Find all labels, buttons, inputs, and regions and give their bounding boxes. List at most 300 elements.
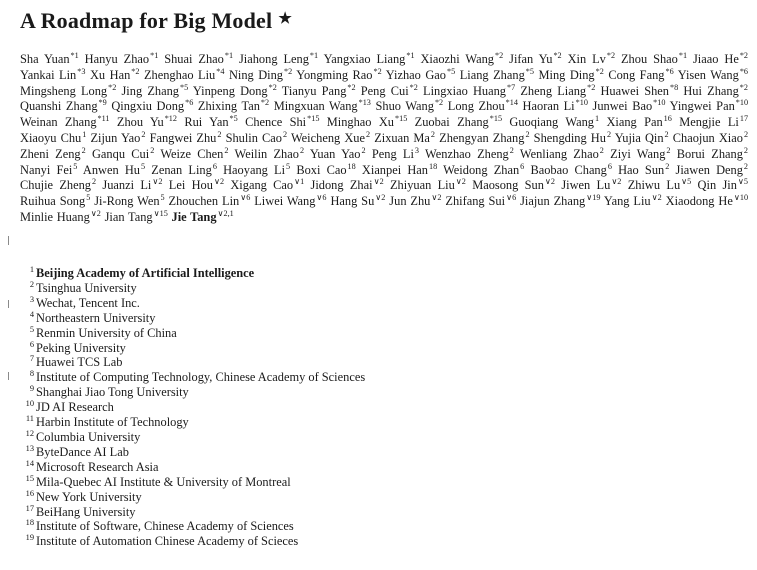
author-entry bbox=[20, 178, 96, 192]
author-entry bbox=[389, 194, 441, 208]
author-affiliation-mark: 2 bbox=[430, 129, 436, 139]
author-name: Zijun Yao bbox=[90, 130, 141, 145]
author-entry bbox=[164, 52, 233, 66]
author-name: Zhenghao Liu bbox=[143, 67, 216, 82]
author-name: Nanyi Fei bbox=[20, 162, 73, 177]
author-name: Shengding Hu bbox=[533, 130, 606, 145]
author-affiliation-mark: 2 bbox=[141, 129, 146, 139]
affiliation-name: Renmin University of China bbox=[36, 325, 177, 340]
author-affiliation-mark: 2 bbox=[525, 129, 530, 139]
affiliation-item bbox=[22, 519, 742, 534]
author-name: Haoyang Li bbox=[223, 162, 286, 177]
author-affiliation-mark: *2 bbox=[606, 51, 616, 60]
author-affiliation-mark: 5 bbox=[286, 161, 291, 171]
author-name: Hanyu Zhao bbox=[84, 52, 150, 66]
affiliation-name: New York University bbox=[36, 489, 142, 504]
author-affiliation-mark: *2 bbox=[131, 66, 140, 76]
author-entry bbox=[105, 210, 168, 224]
author-entry bbox=[362, 163, 437, 177]
author-entry bbox=[390, 178, 466, 192]
author-entry bbox=[666, 194, 748, 208]
affiliation-number: 8 bbox=[29, 369, 34, 379]
author-affiliation-mark: 6 bbox=[212, 161, 217, 171]
author-affiliation-mark: *1 bbox=[224, 51, 234, 60]
author-affiliation-mark: *2 bbox=[284, 66, 293, 76]
author-affiliation-mark: *5 bbox=[229, 114, 238, 124]
author-affiliation-mark: *12 bbox=[164, 114, 177, 124]
author-name: Juanzi Li bbox=[102, 178, 152, 193]
author-entry bbox=[282, 84, 356, 98]
author-affiliation-mark: *1 bbox=[309, 51, 319, 60]
author-entry bbox=[20, 84, 116, 98]
author-entry bbox=[229, 68, 292, 82]
author-entry bbox=[102, 178, 162, 192]
author-entry bbox=[296, 68, 381, 82]
author-affiliation-mark: 2 bbox=[509, 145, 514, 155]
author-entry bbox=[568, 52, 615, 66]
author-affiliation-mark: 18 bbox=[428, 161, 438, 171]
author-name: Weinan Zhang bbox=[20, 115, 97, 130]
author-affiliation-mark: *8 bbox=[669, 82, 679, 92]
affiliation-name: ByteDance AI Lab bbox=[36, 444, 129, 459]
author-affiliation-mark: *5 bbox=[525, 66, 534, 76]
author-affiliation-mark: *2 bbox=[739, 51, 749, 60]
author-affiliation-mark: *1 bbox=[150, 51, 159, 60]
author-entry bbox=[169, 178, 224, 192]
author-name: Cong Fang bbox=[608, 67, 665, 82]
author-name: Ganqu Cui bbox=[91, 146, 150, 161]
author-name: Jidong Zhai bbox=[310, 178, 373, 193]
author-name: Shulin Cao bbox=[225, 130, 282, 145]
author-affiliation-mark: *9 bbox=[98, 98, 107, 108]
title-footnote-star: ★ bbox=[278, 11, 292, 27]
author-name: Junwei Bao bbox=[592, 99, 653, 114]
author-affiliation-mark: 2 bbox=[365, 129, 371, 139]
author-name: Mingsheng Long bbox=[20, 83, 108, 98]
author-entry bbox=[117, 115, 177, 129]
author-entry bbox=[376, 99, 444, 113]
author-name: Yingwei Pan bbox=[669, 99, 735, 114]
author-affiliation-mark: 5 bbox=[86, 193, 91, 203]
author-name: Zheni Zeng bbox=[20, 146, 81, 161]
author-entry bbox=[111, 99, 193, 113]
author-affiliation-mark: ∨2 bbox=[90, 208, 101, 218]
author-affiliation-mark: *2 bbox=[587, 82, 596, 92]
author-affiliation-mark: 5 bbox=[73, 161, 78, 171]
author-entry bbox=[150, 131, 222, 145]
author-name: Rui Yan bbox=[184, 115, 229, 130]
author-entry bbox=[608, 68, 673, 82]
author-entry bbox=[530, 163, 611, 177]
author-affiliation-mark: 2 bbox=[743, 161, 749, 171]
author-entry bbox=[94, 194, 164, 208]
author-name: Liwei Wang bbox=[254, 194, 316, 209]
author-entry bbox=[676, 163, 749, 177]
author-affiliation-mark: 1 bbox=[594, 114, 600, 124]
author-name: Ziyi Wang bbox=[610, 146, 666, 161]
author-entry bbox=[198, 99, 269, 113]
affiliation-number: 10 bbox=[25, 399, 34, 409]
author-name: Qingxiu Dong bbox=[111, 99, 185, 114]
author-affiliation-mark: 5 bbox=[160, 193, 165, 203]
author-name: Huawei Shen bbox=[600, 83, 669, 98]
author-name: Zuobai Zhang bbox=[414, 115, 489, 130]
author-entry bbox=[20, 210, 101, 224]
author-name: Yuan Yao bbox=[309, 146, 361, 161]
author-affiliation-mark: ∨2 bbox=[213, 177, 225, 187]
affiliation-number: 17 bbox=[25, 503, 34, 513]
author-affiliation-mark: *15 bbox=[307, 114, 320, 124]
author-affiliation-mark: 2 bbox=[665, 161, 670, 171]
margin-tick-mark bbox=[8, 300, 9, 308]
affiliation-name: Institute of Computing Technology, Chinese Academy of Sciences bbox=[36, 370, 366, 385]
author-entry bbox=[121, 84, 188, 98]
author-affiliation-mark: *2 bbox=[553, 51, 562, 60]
author-entry bbox=[374, 131, 435, 145]
author-affiliation-mark: *6 bbox=[739, 66, 749, 76]
author-affiliation-mark: *10 bbox=[653, 98, 666, 108]
author-entry bbox=[90, 131, 145, 145]
author-affiliation-mark: ∨6 bbox=[316, 193, 327, 203]
affiliation-number: 18 bbox=[25, 518, 34, 528]
author-affiliation-mark: ∨10 bbox=[733, 193, 749, 203]
author-entry bbox=[20, 131, 86, 145]
affiliation-name: Institute of Software, Chinese Academy of Sciences bbox=[36, 519, 294, 534]
author-entry bbox=[20, 194, 90, 208]
author-entry bbox=[538, 68, 603, 82]
affiliation-number: 15 bbox=[25, 473, 34, 483]
author-affiliation-mark: 2 bbox=[666, 145, 671, 155]
affiliation-item bbox=[22, 385, 742, 400]
author-name: Fangwei Zhu bbox=[149, 130, 217, 145]
author-entry bbox=[245, 115, 319, 129]
author-affiliation-mark: ∨2 bbox=[375, 193, 386, 203]
author-affiliation-mark: *13 bbox=[358, 98, 371, 108]
author-entry bbox=[296, 163, 355, 177]
author-name: Zhouchen Lin bbox=[168, 194, 240, 209]
author-name: Weicheng Xue bbox=[290, 130, 365, 145]
author-entry bbox=[85, 52, 159, 66]
affiliation-number: 6 bbox=[29, 339, 34, 349]
author-affiliation-mark: 1 bbox=[82, 129, 87, 139]
author-name: Peng Li bbox=[371, 146, 414, 161]
author-name: Weize Chen bbox=[160, 146, 224, 161]
author-affiliation-mark: *4 bbox=[216, 66, 225, 76]
author-name: Yongming Rao bbox=[296, 67, 373, 82]
affiliation-item bbox=[22, 475, 742, 490]
author-name: Jiajun Zhang bbox=[520, 194, 586, 209]
author-entry bbox=[274, 99, 371, 113]
affiliation-name: Mila-Quebec AI Institute & University of Montreal bbox=[36, 474, 291, 489]
author-affiliation-mark: *2 bbox=[434, 98, 444, 108]
author-name: Ming Ding bbox=[538, 67, 595, 82]
affiliation-number: 11 bbox=[25, 414, 34, 424]
author-affiliation-mark: *2 bbox=[373, 66, 382, 76]
affiliation-number: 16 bbox=[25, 488, 34, 498]
author-name: Tianyu Pang bbox=[281, 83, 347, 98]
author-name: Yisen Wang bbox=[677, 67, 739, 82]
author-entry bbox=[509, 52, 562, 66]
author-name: Mengjie Li bbox=[679, 115, 739, 130]
author-entry bbox=[600, 84, 678, 98]
author-name: Zhou Shao bbox=[620, 52, 678, 66]
author-affiliation-mark: ∨2 bbox=[651, 193, 662, 203]
author-affiliation-mark: *2 bbox=[595, 66, 604, 76]
author-affiliation-mark: *6 bbox=[185, 98, 194, 108]
author-affiliation-mark: *3 bbox=[77, 66, 86, 76]
author-name: Zhengyan Zhang bbox=[439, 130, 525, 145]
author-name: Ruihua Song bbox=[20, 194, 86, 209]
author-name: Chence Shi bbox=[245, 115, 307, 130]
author-affiliation-mark: *5 bbox=[179, 82, 189, 92]
affiliation-item bbox=[22, 355, 742, 370]
author-name: Xigang Cao bbox=[230, 178, 294, 193]
author-name: Shuo Wang bbox=[375, 99, 434, 114]
author-affiliation-mark: 2 bbox=[81, 145, 86, 155]
author-entry bbox=[20, 115, 110, 129]
author-affiliation-mark: *1 bbox=[678, 51, 688, 60]
author-name: Lingxiao Huang bbox=[423, 83, 506, 98]
author-name: Wenliang Zhao bbox=[519, 146, 599, 161]
author-entry bbox=[324, 52, 415, 66]
author-affiliation-mark: 2 bbox=[283, 129, 288, 139]
author-affiliation-mark: 2 bbox=[150, 145, 155, 155]
author-name: Zixuan Ma bbox=[374, 130, 430, 145]
author-affiliation-mark: ∨1 bbox=[294, 177, 305, 187]
author-entry bbox=[172, 210, 234, 224]
author-entry bbox=[239, 52, 318, 66]
author-name: Minlie Huang bbox=[20, 209, 90, 224]
author-affiliation-mark: 6 bbox=[520, 161, 525, 171]
author-affiliation-mark: *2 bbox=[260, 98, 270, 108]
author-entry bbox=[678, 68, 748, 82]
author-entry bbox=[330, 194, 385, 208]
author-entry bbox=[235, 147, 305, 161]
author-affiliation-mark: ∨5 bbox=[737, 177, 748, 187]
author-entry bbox=[610, 147, 670, 161]
affiliation-name: Northeastern University bbox=[36, 310, 156, 325]
author-entry bbox=[151, 163, 217, 177]
author-affiliation-mark: *2 bbox=[268, 82, 277, 92]
author-name: Jifan Yu bbox=[509, 52, 553, 66]
author-affiliation-mark: 17 bbox=[739, 114, 749, 124]
author-entry bbox=[445, 194, 516, 208]
author-entry bbox=[520, 84, 595, 98]
affiliation-item bbox=[22, 490, 742, 505]
author-affiliation-mark: *11 bbox=[97, 114, 110, 124]
author-name: Jian Tang bbox=[104, 209, 153, 224]
affiliation-item bbox=[22, 534, 742, 549]
author-name: Qin Jin bbox=[697, 178, 737, 193]
author-entry bbox=[92, 147, 154, 161]
author-entry bbox=[677, 147, 748, 161]
affiliation-name: Wechat, Tencent Inc. bbox=[36, 295, 140, 310]
margin-tick-mark bbox=[8, 236, 9, 245]
author-entry bbox=[226, 131, 288, 145]
author-name: Minghao Xu bbox=[326, 115, 394, 130]
author-entry bbox=[169, 194, 251, 208]
author-entry bbox=[20, 99, 107, 113]
author-name: Liang Zhang bbox=[459, 67, 525, 82]
author-name: Long Zhou bbox=[447, 99, 505, 114]
author-name: Lei Hou bbox=[168, 178, 213, 193]
author-name: Wenzhao Zheng bbox=[425, 146, 509, 161]
author-affiliation-mark: *1 bbox=[406, 51, 415, 60]
author-affiliation-mark: 2 bbox=[217, 129, 222, 139]
affiliation-number: 1 bbox=[29, 265, 34, 274]
author-name: Zhifang Sui bbox=[445, 194, 506, 209]
author-affiliation-mark: 5 bbox=[141, 161, 146, 171]
author-entry bbox=[460, 68, 534, 82]
author-name: Xiaozhi Wang bbox=[420, 52, 494, 66]
author-entry bbox=[673, 131, 748, 145]
author-name: Shuai Zhao bbox=[164, 52, 224, 66]
author-affiliation-mark: 2 bbox=[361, 145, 366, 155]
author-name: Boxi Cao bbox=[296, 162, 347, 177]
author-entry bbox=[472, 178, 555, 192]
author-affiliation-mark: ∨19 bbox=[586, 193, 601, 203]
author-affiliation-mark: *1 bbox=[70, 51, 79, 60]
author-affiliation-mark: *2 bbox=[108, 82, 117, 92]
author-entry bbox=[291, 131, 370, 145]
author-affiliation-mark: ∨2 bbox=[373, 177, 384, 187]
author-affiliation-mark: 6 bbox=[607, 161, 612, 171]
author-name: Hang Su bbox=[330, 194, 375, 209]
paper-title bbox=[20, 8, 292, 34]
author-name: Xianpei Han bbox=[361, 162, 428, 177]
author-affiliation-mark: 2 bbox=[599, 145, 604, 155]
author-name: Peng Cui bbox=[360, 83, 409, 98]
author-entry bbox=[698, 178, 748, 192]
author-name: Baobao Chang bbox=[530, 162, 607, 177]
affiliation-name: Institute of Automation Chinese Academy of Scieces bbox=[36, 534, 299, 549]
author-name: Zhiyuan Liu bbox=[389, 178, 455, 193]
author-entry bbox=[20, 68, 85, 82]
author-entry bbox=[372, 147, 419, 161]
author-entry bbox=[254, 194, 326, 208]
author-entry bbox=[20, 52, 79, 66]
author-name: Zhixing Tan bbox=[197, 99, 260, 114]
affiliation-name: Peking University bbox=[36, 340, 126, 355]
affiliation-item bbox=[22, 266, 742, 281]
margin-tick-mark bbox=[8, 372, 9, 380]
author-entry bbox=[327, 115, 408, 129]
author-entry bbox=[534, 131, 611, 145]
author-entry bbox=[310, 147, 366, 161]
author-name: Zenan Ling bbox=[151, 162, 212, 177]
author-affiliation-mark: *14 bbox=[505, 98, 518, 108]
affiliation-name: Harbin Institute of Technology bbox=[36, 415, 189, 430]
author-name: Xiang Pan bbox=[606, 115, 663, 130]
affiliation-number: 13 bbox=[25, 443, 34, 453]
author-affiliation-mark: ∨15 bbox=[153, 208, 168, 218]
author-name: Yangxiao Liang bbox=[323, 52, 406, 66]
author-name: Jing Zhang bbox=[121, 83, 179, 98]
author-affiliation-mark: ∨6 bbox=[240, 193, 251, 203]
author-entry bbox=[230, 178, 304, 192]
author-name: Ji-Rong Wen bbox=[94, 194, 160, 209]
author-entry bbox=[83, 163, 145, 177]
author-entry bbox=[386, 68, 455, 82]
author-name: Yang Liu bbox=[603, 194, 651, 209]
author-entry bbox=[520, 147, 604, 161]
author-entry bbox=[523, 99, 588, 113]
affiliation-item bbox=[22, 296, 742, 311]
author-entry bbox=[20, 147, 86, 161]
author-entry bbox=[615, 131, 669, 145]
author-affiliation-mark: ∨2,1 bbox=[217, 208, 234, 218]
author-name: Haoran Li bbox=[522, 99, 575, 114]
author-affiliation-mark: *2 bbox=[409, 82, 418, 92]
author-entry bbox=[160, 147, 228, 161]
author-affiliation-mark: 2 bbox=[92, 177, 97, 187]
author-entry bbox=[144, 68, 224, 82]
affiliation-item bbox=[22, 311, 742, 326]
author-affiliation-mark: 2 bbox=[743, 129, 749, 139]
author-list bbox=[20, 52, 748, 226]
author-name: Jiwen Lu bbox=[561, 178, 611, 193]
author-affiliation-mark: 2 bbox=[299, 145, 305, 155]
author-name: Weilin Zhao bbox=[234, 146, 299, 161]
affiliation-name: Microsoft Research Asia bbox=[36, 459, 159, 474]
author-entry bbox=[621, 52, 687, 66]
author-entry bbox=[415, 115, 502, 129]
author-name: Yizhao Gao bbox=[385, 67, 446, 82]
author-entry bbox=[606, 115, 671, 129]
author-entry bbox=[448, 99, 518, 113]
author-name: Hao Sun bbox=[618, 162, 665, 177]
author-name: Chaojun Xiao bbox=[672, 130, 743, 145]
affiliation-name: Shanghai Jiao Tong University bbox=[36, 385, 189, 400]
affiliation-item bbox=[22, 400, 742, 415]
author-name: Jiaao He bbox=[692, 52, 739, 66]
affiliation-number: 2 bbox=[29, 279, 34, 289]
author-name: Jun Zhu bbox=[389, 194, 431, 209]
author-name: Anwen Hu bbox=[82, 162, 140, 177]
affiliation-number: 9 bbox=[29, 384, 34, 394]
author-name: Yinpeng Dong bbox=[192, 83, 268, 98]
author-entry bbox=[604, 194, 662, 208]
author-affiliation-mark: *7 bbox=[506, 82, 516, 92]
author-affiliation-mark: ∨5 bbox=[681, 177, 692, 187]
affiliation-item bbox=[22, 326, 742, 341]
author-affiliation-mark: 16 bbox=[663, 114, 672, 124]
author-name: Yujia Qin bbox=[614, 130, 664, 145]
author-affiliation-mark: 2 bbox=[664, 129, 669, 139]
affiliation-item bbox=[22, 281, 742, 296]
author-affiliation-mark: *2 bbox=[739, 82, 748, 92]
author-entry bbox=[683, 84, 748, 98]
author-entry bbox=[509, 115, 599, 129]
author-entry bbox=[443, 163, 524, 177]
author-affiliation-mark: 2 bbox=[224, 145, 229, 155]
author-entry bbox=[520, 194, 600, 208]
author-name: Zhiwu Lu bbox=[627, 178, 681, 193]
author-name: Xin Lv bbox=[567, 52, 606, 66]
affiliation-number: 14 bbox=[25, 458, 34, 468]
author-name: Ning Ding bbox=[228, 67, 284, 82]
affiliation-item bbox=[22, 430, 742, 445]
author-affiliation-mark: ∨2 bbox=[152, 177, 163, 187]
affiliation-item bbox=[22, 341, 742, 356]
author-name: Jiawen Deng bbox=[675, 162, 743, 177]
author-affiliation-mark: *6 bbox=[665, 66, 674, 76]
paper-title-text: A Roadmap for Big Model bbox=[20, 8, 273, 33]
affiliation-item bbox=[22, 460, 742, 475]
affiliation-item bbox=[22, 415, 742, 430]
author-entry bbox=[193, 84, 277, 98]
affiliation-number: 7 bbox=[29, 354, 34, 364]
